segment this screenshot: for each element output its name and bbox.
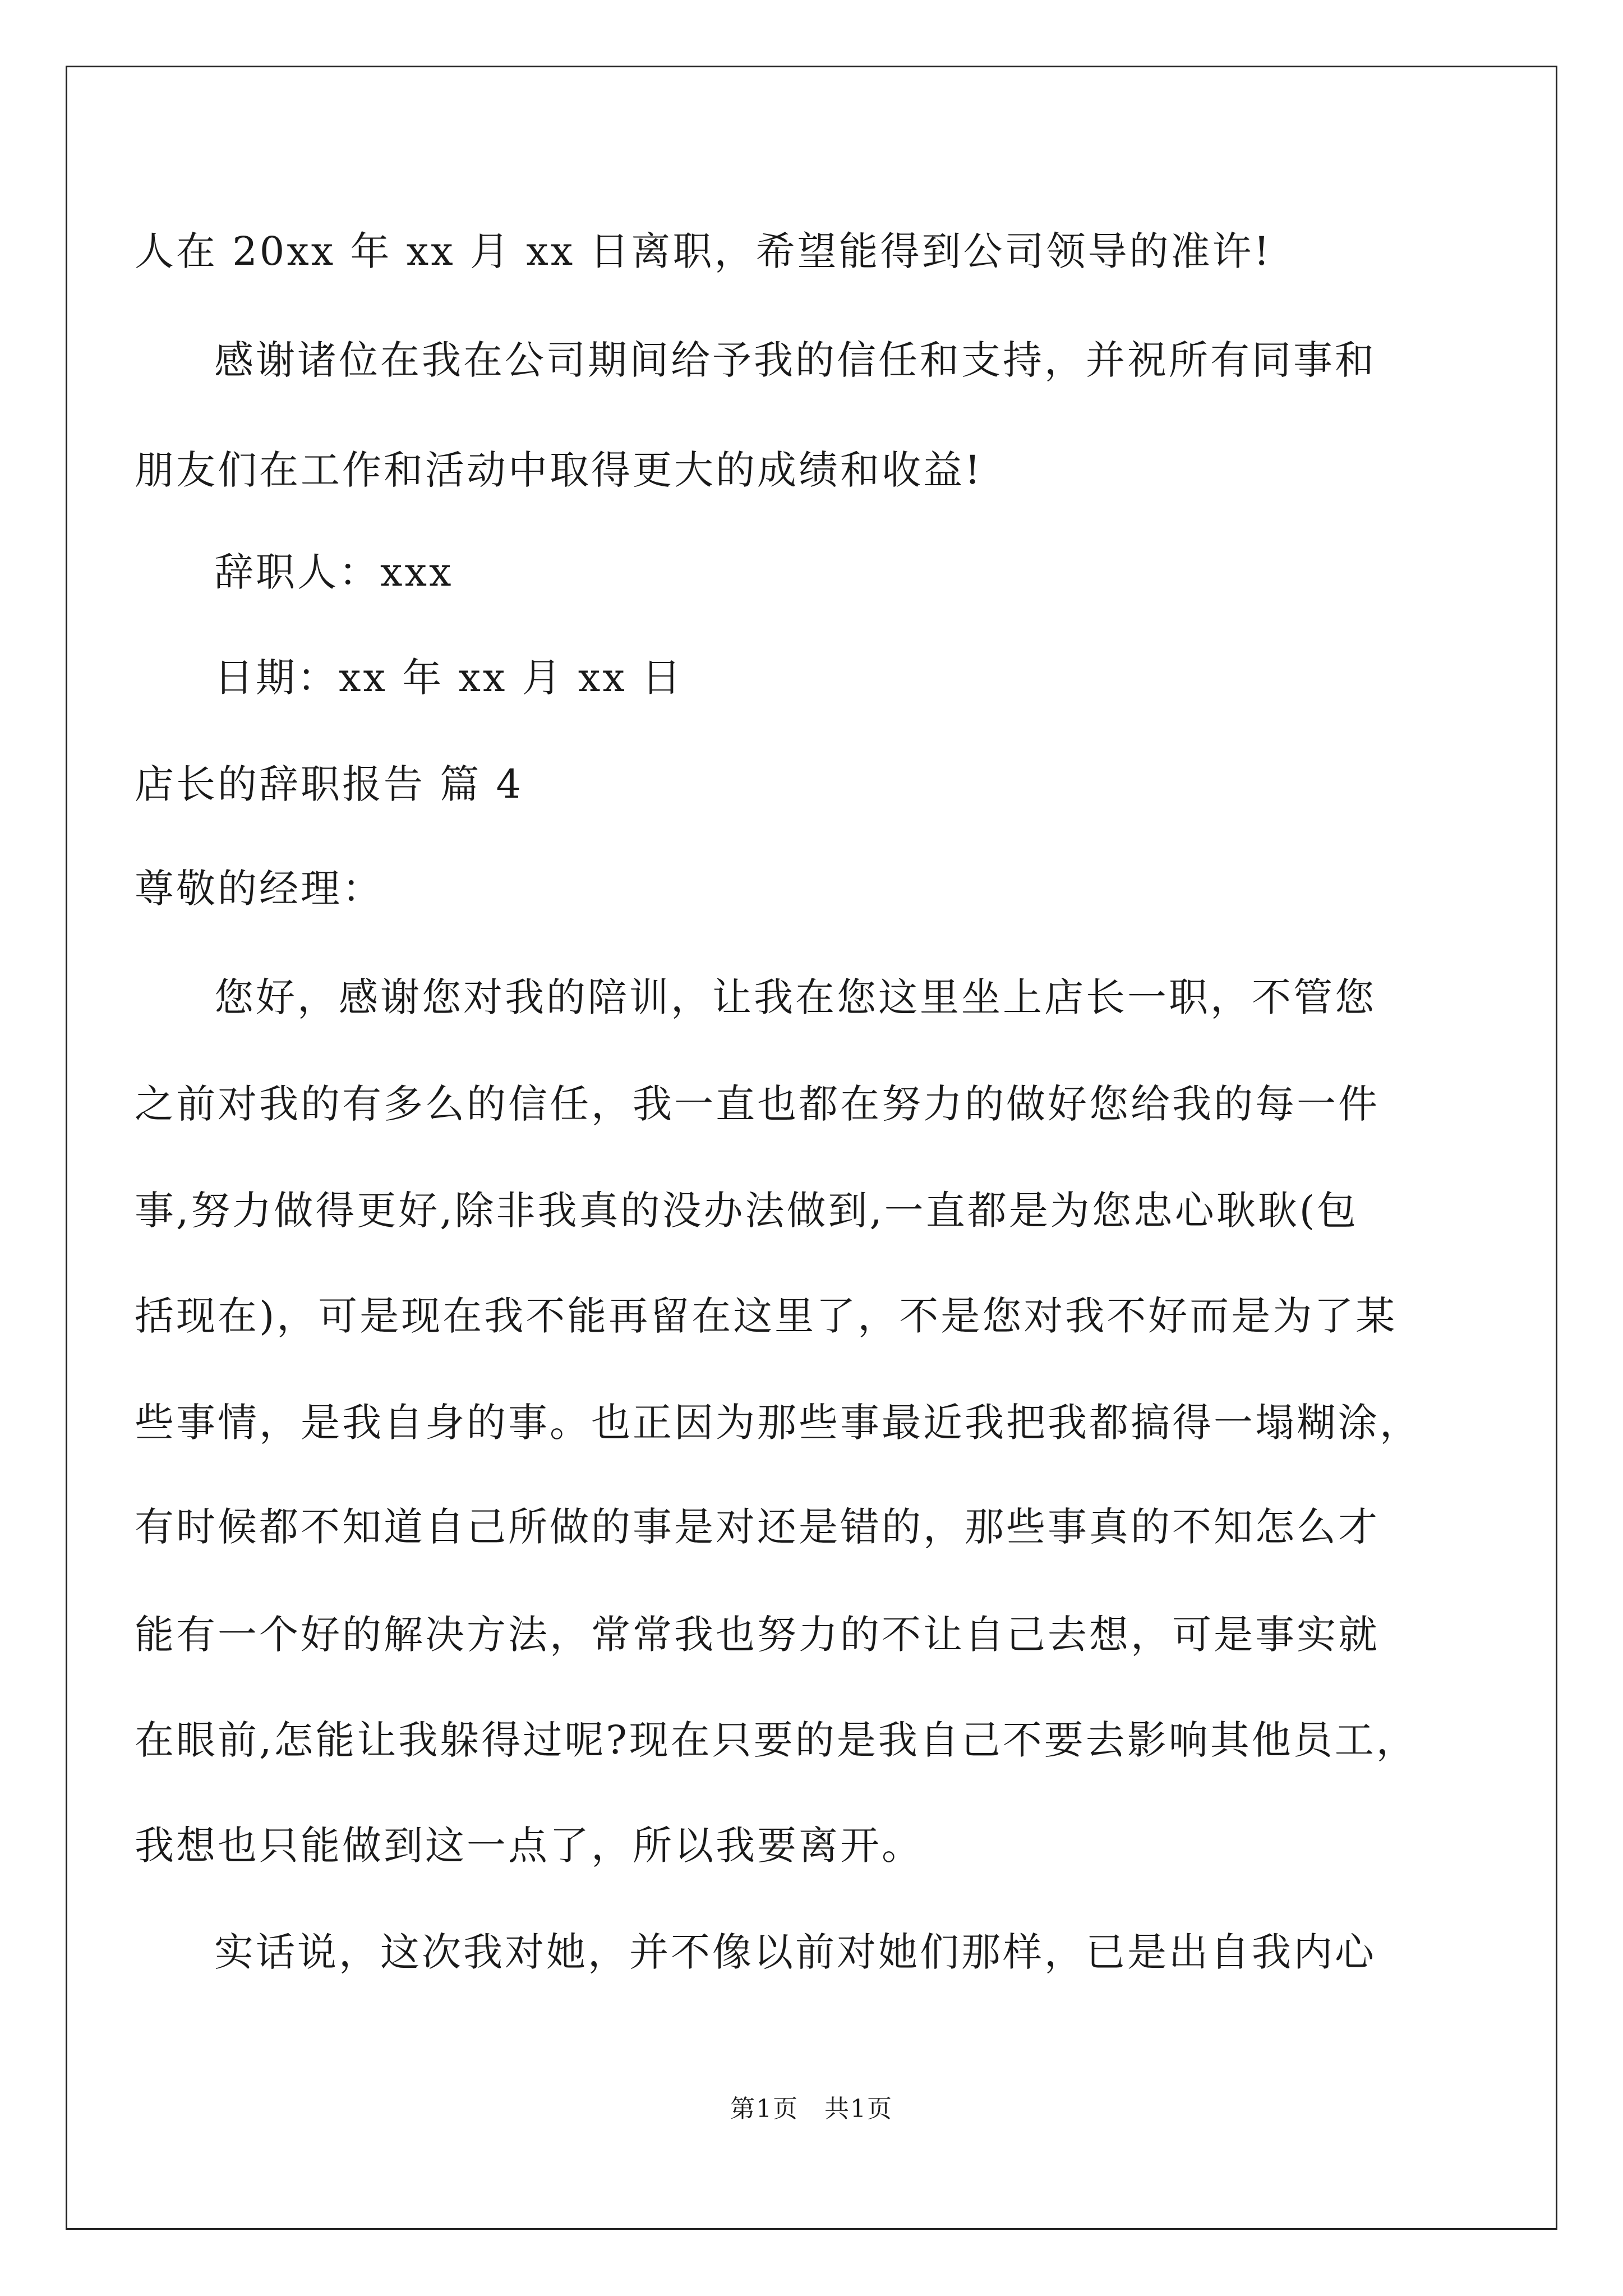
paragraph-line: 之前对我的有多么的信任，我一直也都在努力的做好您给我的每一件 [135, 1081, 1380, 1127]
signer-line: 辞职人：xxx [214, 549, 454, 595]
paragraph-line: 括现在)，可是现在我不能再留在这里了，不是您对我不好而是为了某 [135, 1293, 1398, 1339]
section-heading: 店长的辞职报告 篇 4 [135, 761, 524, 807]
salutation: 尊敬的经理： [135, 866, 384, 912]
paragraph-line: 感谢诸位在我在公司期间给予我的信任和支持，并祝所有同事和 [214, 337, 1376, 383]
paragraph-line: 有时候都不知道自己所做的事是对还是错的，那些事真的不知怎么才 [135, 1504, 1380, 1550]
page-frame [66, 66, 1557, 2230]
page-number-footer: 第1页 共1页 [730, 2095, 893, 2123]
paragraph-line: 实话说，这次我对她，并不像以前对她们那样，已是出自我内心 [214, 1929, 1376, 1975]
paragraph-line: 在眼前,怎能让我躲得过呢?现在只要的是我自己不要去影响其他员工， [135, 1717, 1418, 1763]
paragraph-line: 事,努力做得更好,除非我真的没办法做到,一直都是为您忠心耿耿(包 [135, 1188, 1359, 1234]
date-line: 日期：xx 年 xx 月 xx 日 [214, 655, 684, 701]
paragraph-line: 些事情，是我自身的事。也正因为那些事最近我把我都搞得一塌糊涂， [135, 1400, 1421, 1446]
paragraph-line: 我想也只能做到这一点了，所以我要离开。 [135, 1823, 923, 1869]
paragraph-line: 朋友们在工作和活动中取得更大的成绩和收益! [135, 447, 983, 493]
paragraph-line: 您好，感谢您对我的陪训，让我在您这里坐上店长一职，不管您 [214, 974, 1376, 1020]
paragraph-line: 人在 20xx 年 xx 月 xx 日离职，希望能得到公司领导的准许! [135, 228, 1272, 274]
paragraph-line: 能有一个好的解决方法，常常我也努力的不让自己去想，可是事实就 [135, 1612, 1380, 1658]
